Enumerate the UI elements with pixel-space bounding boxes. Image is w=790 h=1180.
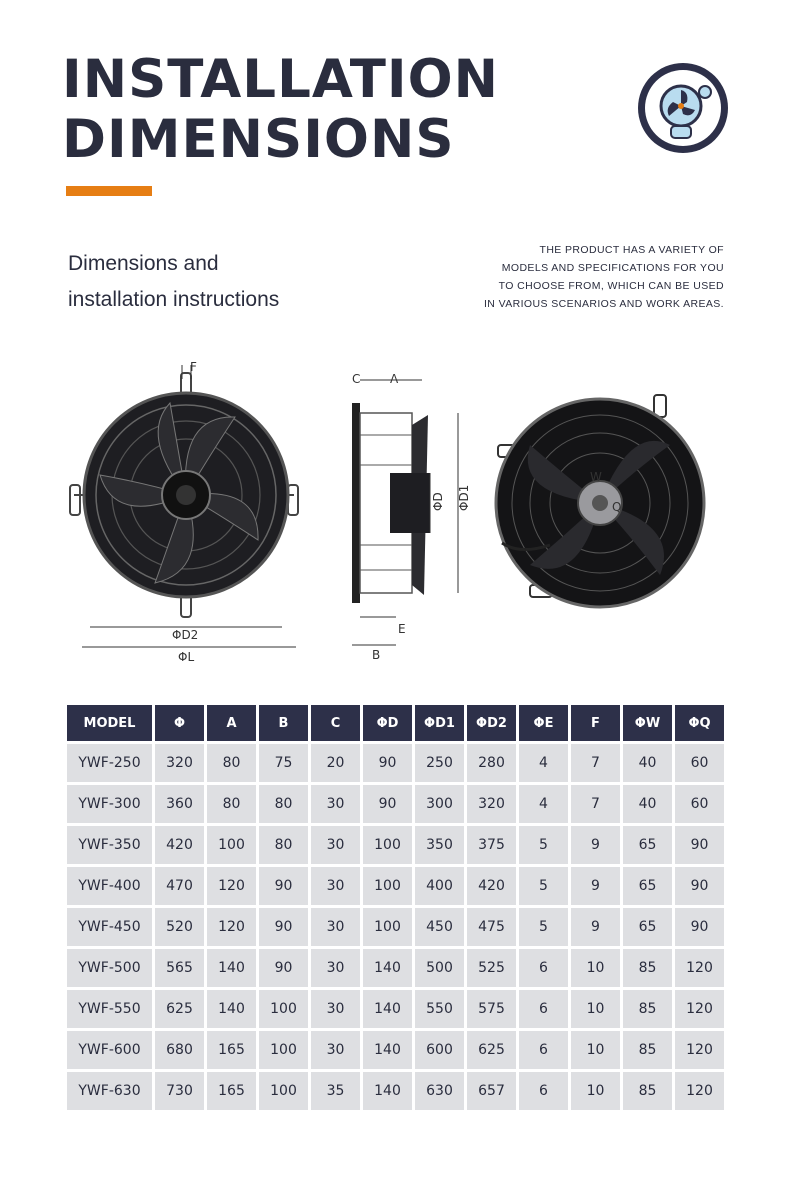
cell-value: 400 <box>415 867 464 905</box>
cell-value: 90 <box>675 867 724 905</box>
cell-value: 120 <box>675 949 724 987</box>
cell-value: 100 <box>363 908 412 946</box>
col-header-q: ΦQ <box>675 705 724 741</box>
cell-value: 30 <box>311 949 360 987</box>
cell-value: 565 <box>155 949 204 987</box>
cell-value: 30 <box>311 826 360 864</box>
cell-value: 320 <box>467 785 516 823</box>
subtitle-line-1: Dimensions and <box>68 252 219 275</box>
cell-value: 75 <box>259 744 308 782</box>
cell-value: 450 <box>415 908 464 946</box>
label-q: Q <box>612 500 622 514</box>
cell-value: 90 <box>259 867 308 905</box>
cell-value: 100 <box>259 1031 308 1069</box>
title-line-1: INSTALLATION <box>62 49 500 110</box>
cell-value: 680 <box>155 1031 204 1069</box>
cell-value: 85 <box>623 949 672 987</box>
intro-blurb <box>484 241 724 313</box>
cell-value: 4 <box>519 785 568 823</box>
cell-value: 30 <box>311 990 360 1028</box>
cell-value: 90 <box>363 744 412 782</box>
cell-value: 7 <box>571 744 620 782</box>
blurb-line-3: TO CHOOSE FROM, WHICH CAN BE USED <box>498 280 724 292</box>
cell-value: 30 <box>311 908 360 946</box>
label-d2: ΦD2 <box>172 628 199 642</box>
accent-bar <box>66 186 152 196</box>
cell-value: 90 <box>675 826 724 864</box>
cell-value: 350 <box>415 826 464 864</box>
cell-value: 140 <box>207 949 256 987</box>
cell-value: 100 <box>363 867 412 905</box>
cell-value: 520 <box>155 908 204 946</box>
cell-value: 100 <box>363 826 412 864</box>
cell-value: 5 <box>519 867 568 905</box>
cell-value: 30 <box>311 1031 360 1069</box>
cell-value: 625 <box>155 990 204 1028</box>
cell-value: 80 <box>259 826 308 864</box>
cell-value: 65 <box>623 826 672 864</box>
table-row <box>67 785 724 823</box>
col-header-d: ΦD <box>363 705 412 741</box>
cell-value: 165 <box>207 1031 256 1069</box>
label-f: F <box>190 360 197 374</box>
label-e: E <box>398 622 406 636</box>
cell-value: 100 <box>259 1072 308 1110</box>
blurb-line-2: MODELS AND SPECIFICATIONS FOR YOU <box>501 262 724 274</box>
table-row <box>67 990 724 1028</box>
cell-value: 90 <box>363 785 412 823</box>
label-d: ΦD <box>431 492 445 511</box>
cell-value: 40 <box>623 785 672 823</box>
cell-value: 80 <box>207 744 256 782</box>
brand-logo-icon <box>637 62 729 154</box>
cell-value: 9 <box>571 908 620 946</box>
cell-value: 10 <box>571 1031 620 1069</box>
cell-value: 80 <box>259 785 308 823</box>
cell-value: 100 <box>207 826 256 864</box>
table-row <box>67 1072 724 1110</box>
fan-front-view <box>70 360 298 664</box>
col-header-model: MODEL <box>67 705 152 741</box>
cell-value: 550 <box>415 990 464 1028</box>
cell-value: 85 <box>623 1072 672 1110</box>
cell-value: 730 <box>155 1072 204 1110</box>
cell-value: 30 <box>311 867 360 905</box>
col-header-phi: Φ <box>155 705 204 741</box>
subtitle-line-2: installation instructions <box>68 288 280 311</box>
page-title <box>62 50 499 170</box>
cell-value: 630 <box>415 1072 464 1110</box>
cell-value: 525 <box>467 949 516 987</box>
cell-value: 475 <box>467 908 516 946</box>
cell-model: YWF-550 <box>67 990 152 1028</box>
fan-photo <box>496 395 704 607</box>
cell-value: 120 <box>675 1072 724 1110</box>
cell-value: 100 <box>259 990 308 1028</box>
cell-value: 35 <box>311 1072 360 1110</box>
table-row <box>67 949 724 987</box>
label-c: C <box>352 372 361 386</box>
cell-value: 80 <box>207 785 256 823</box>
cell-value: 140 <box>363 949 412 987</box>
cell-value: 90 <box>675 908 724 946</box>
table-header-row <box>67 705 724 741</box>
cell-value: 140 <box>363 1072 412 1110</box>
cell-value: 575 <box>467 990 516 1028</box>
dimensions-table <box>64 702 727 1113</box>
col-header-w: ΦW <box>623 705 672 741</box>
title-line-2: DIMENSIONS <box>62 109 455 170</box>
cell-value: 165 <box>207 1072 256 1110</box>
cell-value: 470 <box>155 867 204 905</box>
table-row <box>67 744 724 782</box>
cell-value: 280 <box>467 744 516 782</box>
label-a: A <box>390 372 399 386</box>
cell-value: 120 <box>207 867 256 905</box>
cell-model: YWF-630 <box>67 1072 152 1110</box>
table-row <box>67 826 724 864</box>
cell-model: YWF-500 <box>67 949 152 987</box>
cell-value: 85 <box>623 990 672 1028</box>
blurb-line-1: THE PRODUCT HAS A VARIETY OF <box>539 244 724 256</box>
cell-value: 60 <box>675 744 724 782</box>
cell-value: 10 <box>571 949 620 987</box>
cell-value: 657 <box>467 1072 516 1110</box>
cell-value: 140 <box>363 1031 412 1069</box>
table-row <box>67 908 724 946</box>
cell-value: 360 <box>155 785 204 823</box>
blurb-line-4: IN VARIOUS SCENARIOS AND WORK AREAS. <box>483 298 724 310</box>
col-header-b: B <box>259 705 308 741</box>
col-header-f: F <box>571 705 620 741</box>
cell-value: 320 <box>155 744 204 782</box>
cell-value: 65 <box>623 867 672 905</box>
cell-value: 90 <box>259 949 308 987</box>
cell-model: YWF-450 <box>67 908 152 946</box>
cell-value: 90 <box>259 908 308 946</box>
label-b: B <box>372 648 381 662</box>
cell-value: 20 <box>311 744 360 782</box>
cell-value: 625 <box>467 1031 516 1069</box>
cell-model: YWF-300 <box>67 785 152 823</box>
cell-value: 120 <box>675 990 724 1028</box>
cell-value: 7 <box>571 785 620 823</box>
label-w: W <box>590 470 602 484</box>
cell-value: 10 <box>571 990 620 1028</box>
cell-model: YWF-250 <box>67 744 152 782</box>
cell-value: 30 <box>311 785 360 823</box>
table-body <box>67 744 724 1110</box>
cell-value: 140 <box>363 990 412 1028</box>
cell-value: 250 <box>415 744 464 782</box>
cell-value: 9 <box>571 867 620 905</box>
cell-value: 300 <box>415 785 464 823</box>
cell-value: 6 <box>519 1031 568 1069</box>
cell-model: YWF-350 <box>67 826 152 864</box>
label-d1: ΦD1 <box>457 484 471 511</box>
col-header-a: A <box>207 705 256 741</box>
col-header-e: ΦE <box>519 705 568 741</box>
installation-drawing <box>60 355 740 675</box>
cell-value: 420 <box>467 867 516 905</box>
cell-value: 5 <box>519 826 568 864</box>
col-header-d1: ΦD1 <box>415 705 464 741</box>
col-header-d2: ΦD2 <box>467 705 516 741</box>
cell-value: 5 <box>519 908 568 946</box>
cell-value: 40 <box>623 744 672 782</box>
table-row <box>67 1031 724 1069</box>
cell-value: 420 <box>155 826 204 864</box>
table-row <box>67 867 724 905</box>
cell-value: 4 <box>519 744 568 782</box>
cell-value: 85 <box>623 1031 672 1069</box>
cell-value: 6 <box>519 990 568 1028</box>
cell-value: 10 <box>571 1072 620 1110</box>
cell-value: 600 <box>415 1031 464 1069</box>
cell-model: YWF-400 <box>67 867 152 905</box>
intro-subtitle <box>68 246 279 318</box>
cell-value: 6 <box>519 1072 568 1110</box>
cell-value: 120 <box>207 908 256 946</box>
cell-value: 9 <box>571 826 620 864</box>
cell-value: 65 <box>623 908 672 946</box>
cell-model: YWF-600 <box>67 1031 152 1069</box>
cell-value: 6 <box>519 949 568 987</box>
fan-side-view <box>352 372 471 662</box>
cell-value: 500 <box>415 949 464 987</box>
cell-value: 375 <box>467 826 516 864</box>
label-l: ΦL <box>178 650 195 664</box>
cell-value: 140 <box>207 990 256 1028</box>
col-header-c: C <box>311 705 360 741</box>
cell-value: 60 <box>675 785 724 823</box>
cell-value: 120 <box>675 1031 724 1069</box>
